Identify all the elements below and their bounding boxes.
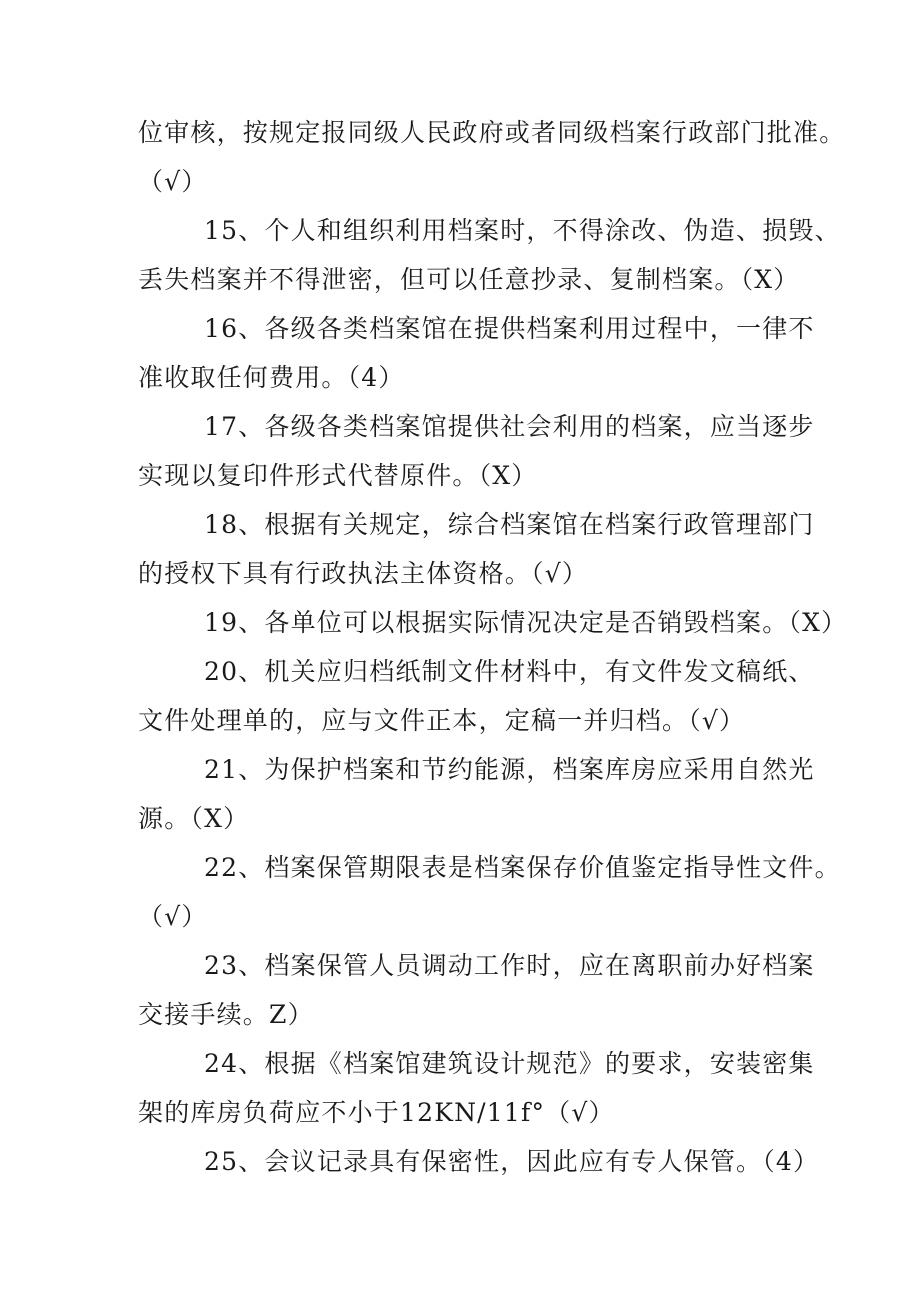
- text-line: 文件处理单的，应与文件正本，定稿一并归档。（√）: [138, 706, 746, 735]
- text-line: （√）: [138, 902, 208, 931]
- text-line: 丢失档案并不得泄密，但可以任意抄录、复制档案。（X）: [138, 265, 800, 294]
- text-line: 18、根据有关规定，综合档案馆在档案行政管理部门: [204, 510, 815, 539]
- text-line: 交接手续。Z）: [138, 1000, 314, 1029]
- text-line: 15、个人和组织利用档案时，不得涂改、伪造、损毁、: [204, 216, 841, 245]
- text-line: 20、机关应归档纸制文件材料中，有文件发文稿纸、: [204, 657, 815, 686]
- text-line: 16、各级各类档案馆在提供档案利用过程中，一律不: [204, 314, 815, 343]
- text-line: 19、各单位可以根据实际情况决定是否销毁档案。（X）: [204, 608, 848, 637]
- document-body: [138, 108, 848, 1186]
- text-line: 架的库房负荷应不小于12KN/11f°（√）: [138, 1098, 615, 1127]
- text-line: 准收取任何费用。（4）: [138, 363, 405, 392]
- text-line: 实现以复印件形式代替原件。（X）: [138, 461, 538, 490]
- text-line: （√）: [138, 167, 208, 196]
- text-line: 23、档案保管人员调动工作时，应在离职前办好档案: [204, 951, 815, 980]
- text-line: 位审核，按规定报同级人民政府或者同级档案行政部门批准。: [138, 118, 846, 147]
- text-line: 22、档案保管期限表是档案保存价值鉴定指导性文件。: [204, 853, 841, 882]
- text-line: 的授权下具有行政执法主体资格。（√）: [138, 559, 589, 588]
- text-line: 24、根据《档案馆建筑设计规范》的要求，安装密集: [204, 1049, 815, 1078]
- text-line: 17、各级各类档案馆提供社会利用的档案，应当逐步: [204, 412, 815, 441]
- text-line: 源。（X）: [138, 804, 250, 833]
- text-line: 21、为保护档案和节约能源，档案库房应采用自然光: [204, 755, 815, 784]
- text-line: 25、会议记录具有保密性，因此应有专人保管。（4）: [204, 1147, 820, 1176]
